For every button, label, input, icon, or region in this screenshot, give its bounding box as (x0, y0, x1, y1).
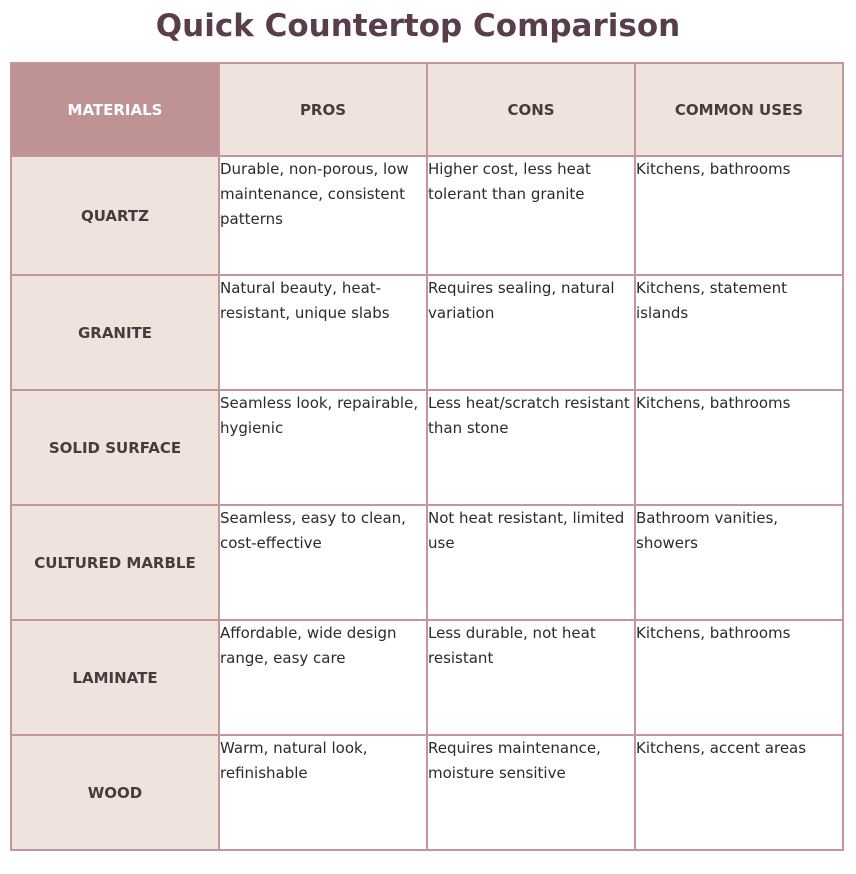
table-row (11, 275, 843, 390)
table-row (11, 620, 843, 735)
material-label: QUARTZ (11, 156, 219, 275)
pros-cell: Seamless, easy to clean, cost-effective (219, 505, 427, 620)
common-uses-cell: Kitchens, bathrooms (635, 156, 843, 275)
material-label: SOLID SURFACE (11, 390, 219, 505)
common-uses-cell: Kitchens, accent areas (635, 735, 843, 850)
header-cons: CONS (427, 63, 635, 156)
page-title: Quick Countertop Comparison (155, 8, 681, 44)
cons-cell: Requires maintenance, moisture sensitive (427, 735, 635, 850)
header-common-uses: COMMON USES (635, 63, 843, 156)
common-uses-cell: Kitchens, bathrooms (635, 620, 843, 735)
pros-cell: Affordable, wide design range, easy care (219, 620, 427, 735)
material-label: WOOD (11, 735, 219, 850)
common-uses-cell: Kitchens, statement islands (635, 275, 843, 390)
table-row (11, 505, 843, 620)
pros-cell: Natural beauty, heat-resistant, unique slabs (219, 275, 427, 390)
material-label: LAMINATE (11, 620, 219, 735)
pros-cell: Seamless look, repairable, hygienic (219, 390, 427, 505)
header-materials: MATERIALS (11, 63, 219, 156)
material-label: CULTURED MARBLE (11, 505, 219, 620)
table-header (11, 63, 843, 156)
cons-cell: Less heat/scratch resistant than stone (427, 390, 635, 505)
header-pros: PROS (219, 63, 427, 156)
table-row (11, 390, 843, 505)
table-row (11, 156, 843, 275)
cons-cell: Requires sealing, natural variation (427, 275, 635, 390)
cons-cell: Not heat resistant, limited use (427, 505, 635, 620)
pros-cell: Warm, natural look, refinishable (219, 735, 427, 850)
cons-cell: Higher cost, less heat tolerant than granite (427, 156, 635, 275)
pros-cell: Durable, non-porous, low maintenance, consistent patterns (219, 156, 427, 275)
material-label: GRANITE (11, 275, 219, 390)
table-body (11, 156, 843, 850)
cons-cell: Less durable, not heat resistant (427, 620, 635, 735)
table-row (11, 735, 843, 850)
header-row (11, 63, 843, 156)
comparison-table (10, 62, 844, 851)
common-uses-cell: Bathroom vanities, showers (635, 505, 843, 620)
common-uses-cell: Kitchens, bathrooms (635, 390, 843, 505)
